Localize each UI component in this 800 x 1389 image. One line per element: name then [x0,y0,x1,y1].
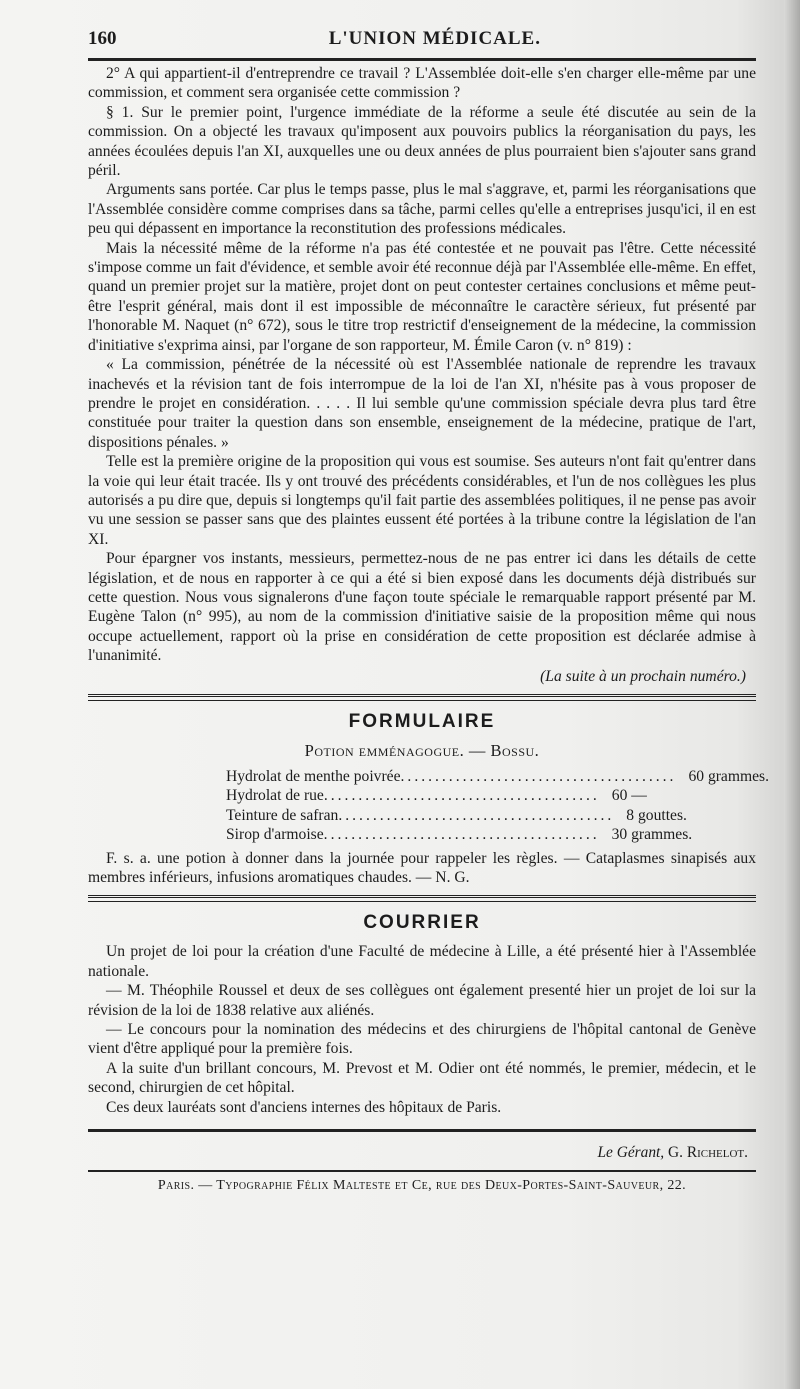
recipe-title-text: Potion emménagogue. — Bossu. [304,740,540,760]
news-item: — M. Théophile Roussel et deux de ses collègues ont également presenté hier un projet de loi sur la révision de la loi de 1838 relative aux aliénés. [88,982,756,1019]
header-rule [88,58,756,61]
ingredient-quantity: 60 — [611,787,647,805]
footer-rule [88,1170,756,1172]
article-quote: « La commission, pénétrée de la nécessité où est l'Assemblée nationale de reprendre les travaux inachevés et la révision tant de fois interrompue de la loi de l'an XI, n'hésite pas à vous proposer de prendre le projet en considération. . . . . Il lui semble qu'une commission spéciale devra plus tard être constituée pour traiter la question dans son ensemble, enseignement de la médecine, pratique de l'art, dispositions pénales. » [88,356,756,451]
article-body [88,64,756,686]
ingredient-quantity: 30 grammes. [611,826,693,844]
news-item: Un projet de loi pour la création d'une Faculté de médecine à Lille, a été présenté hier à l'Assemblée nationale. [88,943,756,980]
formulaire-section [88,710,770,888]
article-paragraph: Telle est la première origine de la proposition qui vous est soumise. Ses auteurs n'ont fait qu'entrer dans la voie qui leur était tracée. Ils y ont trouvé des précédents considérables, et l'un de nos collègues les plus autorisés a pu dire que, depuis si longtemps qu'il fait partie des assemblées politiques, il ne pense pas avoir vu une session se passer sans que des plaintes eussent été portées à la tribune contre la législation de l'an XI. [88,453,756,548]
leader-dots: ........................................ [323,787,600,805]
gerant-signature [88,1144,748,1162]
leader-dots: ........................................ [338,806,615,824]
recipe-title [88,741,756,761]
leader-dots: ........................................ [323,826,600,844]
ingredient-row [226,786,656,806]
running-header [88,28,756,50]
news-item: — Le concours pour la nomination des médecins et des chirurgiens de l'hôpital cantonal de Genève vient d'être appliqué pour la première fois. [88,1021,756,1058]
ingredient-row [226,806,687,826]
leader-dots: ........................................ [400,767,677,785]
ingredient-name: Teinture de safran [226,806,339,824]
ingredient-name: Hydrolat de rue [226,787,324,805]
ingredient-name: Hydrolat de menthe poivrée [226,767,401,785]
book-spine-shadow [784,0,800,1389]
gerant-label: Le Gérant, [597,1144,665,1162]
ingredient-row [226,767,770,787]
ingredient-quantity: 60 grammes. [688,767,770,785]
ingredient-row [226,825,693,845]
journal-title: L'UNION MÉDICALE. [328,28,541,49]
article-paragraph: § 1. Sur le premier point, l'urgence immédiate de la réforme a seule été discutée au sein de la commission. On a objecté les travaux qu'imposent aux pouvoirs publics la réorganisation du pays, les années écoulées depuis l'an XI, auxquelles une ou deux années de plus pourraient bien s'ajouter sans grand péril. [88,103,756,180]
section-divider [88,895,756,902]
courrier-section [88,912,756,1117]
ingredient-quantity: 8 gouttes. [626,806,687,824]
formulaire-title: FORMULAIRE [348,710,496,732]
courrier-title: COURRIER [363,912,481,934]
page-number: 160 [88,28,117,49]
article-paragraph: 2° A qui appartient-il d'entreprendre ce travail ? L'Assemblée doit-elle s'en charger elle-même par une commission, et comment sera organisée cette commission ? [88,65,756,102]
recipe-instructions: F. s. a. une potion à donner dans la journée pour rappeler les règles. — Cataplasmes sinapisés aux membres inférieurs, infusions aromatiques chaudes. — N. G. [88,849,756,886]
closing-rule [88,1129,756,1132]
article-paragraph: Mais la nécessité même de la réforme n'a pas été contestée et ne pouvait pas l'être. Cette nécessité s'impose comme un fait d'évidence, et semble avoir été reconnue déjà par l'Assemblée elle-même. En effet, quand un premier projet sur la matière, projet dont on peut contester certaines conclusions et même peut-être l'esprit général, mais dont il est impossible de méconnaître le caractère sérieux, fut présenté par l'honorable M. Naquet (n° 672), sous le titre trop restrictif d'enseignement de la médecine, la commission d'initiative s'exprima ainsi, par l'organe de son rapporteur, M. Émile Caron (v. n° 819) : [88,239,757,354]
section-divider [88,694,756,701]
gerant-name: G. Richelot. [668,1144,748,1162]
printer-imprint-text: Paris. — Typographie Félix Malteste et Ce, rue des Deux-Portes-Saint-Sauveur, 22. [157,1178,687,1194]
ingredient-name: Sirop d'armoise [226,826,324,844]
article-paragraph: Arguments sans portée. Car plus le temps passe, plus le mal s'aggrave, et, parmi les réorganisations que l'Assemblée considère comme comprises dans sa tâche, parmi celles qu'elle a entreprises jusqu'ici, il en est peu qui dépassent en importance la reconstitution des professions médicales. [88,181,756,238]
news-item: A la suite d'un brillant concours, M. Prevost et M. Odier ont été nommés, le premier, médecin, et le second, chirurgien de cet hôpital. [88,1059,756,1097]
news-item: Ces deux lauréats sont d'anciens internes des hôpitaux de Paris. [106,1098,502,1116]
continuation-note: (La suite à un prochain numéro.) [540,667,746,685]
article-paragraph: Pour épargner vos instants, messieurs, permettez-nous de ne pas entrer ici dans les détails de cette législation, et de nous en rapporter à ce qui a été si bien exposé dans les documents déjà distribués sur cette question. Nous vous signalerons d'une façon toute spéciale le remarquable rapport présenté par M. Eugène Talon (n° 995), au nom de la commission d'initiative saisie de la proposition même qui nous occupe actuellement, rapport où la prise en considération de cette proposition est déclarée admise à l'unanimité. [88,550,756,665]
printer-imprint [88,1178,756,1194]
